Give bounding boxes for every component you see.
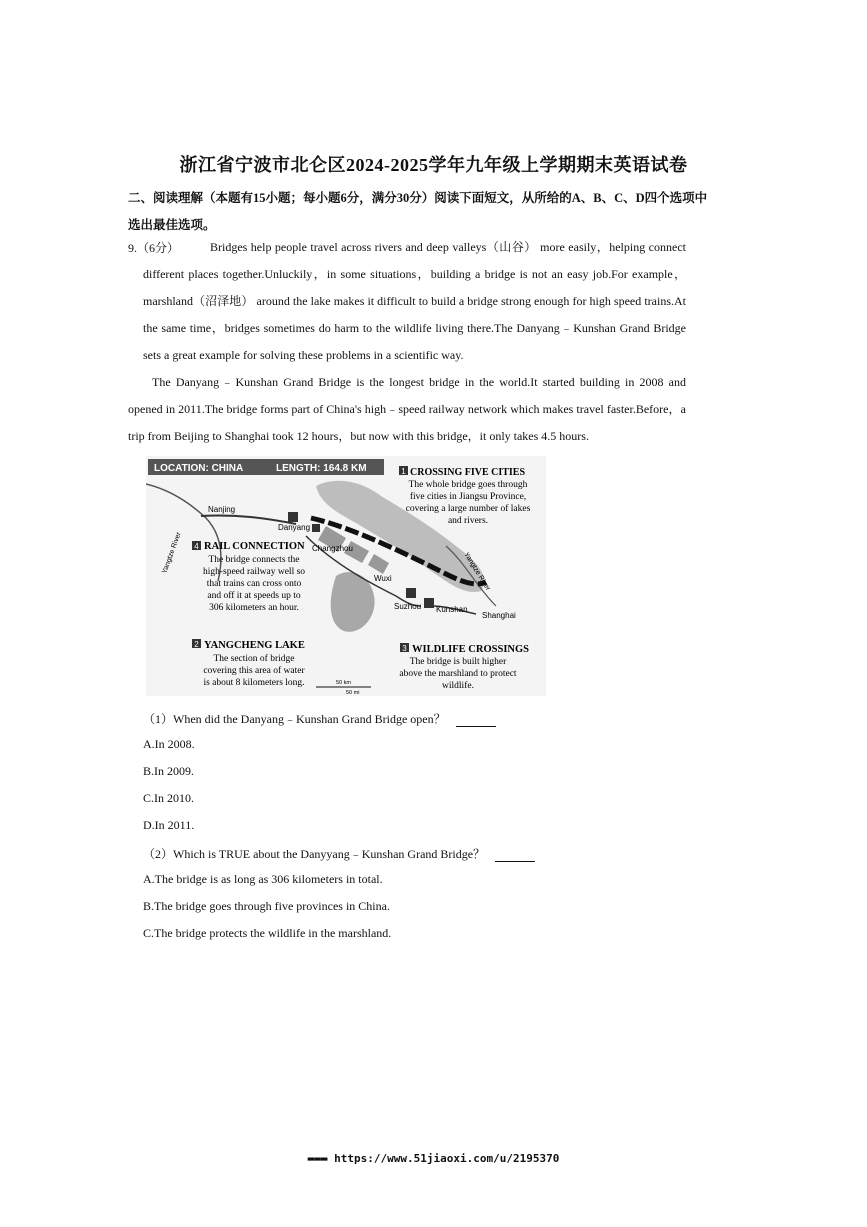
river-label-left: Yangtze River	[161, 531, 183, 575]
callout-2-line: The section of bridge	[213, 654, 295, 664]
question-label: 9.（6分）	[128, 241, 180, 255]
exam-title: 浙江省宁波市北仑区2024-2025学年九年级上学期期末英语试卷	[179, 155, 688, 175]
answer-blank-2[interactable]	[495, 849, 535, 862]
callout-4-line: high-speed railway well so	[202, 567, 306, 577]
passage-paragraph-1: Bridges help people travel across rivers and deep valleys（山谷） more easily，helping connect different places together.Unluckily，in some situations，building a bridge is not an easy job.For example，marshland（沼泽地） around the lake makes it difficult to build a bridge strong enough for high speed trains.At the same time，bridges sometimes do harm to the wildlife living there.The Danyang﹣Kunshan Grand Bridge sets a great example for solving these problems in a scientific way.	[143, 240, 686, 362]
map-header-location: LOCATION: CHINA	[154, 463, 244, 474]
bridge-map-figure	[146, 456, 546, 696]
callout-3-title: WILDLIFE CROSSINGS	[412, 644, 529, 655]
callout-4-line: 306 kilometers an hour.	[209, 603, 299, 613]
q1-option-d: D.In 2011.	[143, 818, 195, 832]
q1-option-b: B.In 2009.	[143, 764, 194, 778]
scale-mi: 50 mi	[346, 690, 360, 696]
footer-url: ▬▬▬ https://www.51jiaoxi.com/u/2195370	[307, 1152, 560, 1165]
question-2	[143, 845, 535, 862]
q2-option-a: A.The bridge is as long as 306 kilometers in total.	[143, 872, 383, 886]
city-kunshan: Kunshan	[436, 605, 468, 614]
q2-option-b: B.The bridge goes through five provinces in China.	[143, 899, 390, 913]
section-heading: 二、阅读理解（本题有15小题；每小题6分，满分30分）阅读下面短文，从所给的A、B、C、D四个选项中选出最佳选项。	[128, 191, 708, 232]
river-label-right: Yangtze River	[462, 551, 492, 592]
city-wuxi: Wuxi	[374, 574, 392, 583]
city-shanghai: Shanghai	[482, 611, 516, 620]
callout-3-line: wildlife.	[442, 681, 474, 691]
callout-4-line: The bridge connects the	[208, 555, 300, 565]
question-1-text: （1）When did the Danyang﹣Kunshan Grand Bridge open？	[143, 712, 446, 726]
city-changzhou: Changzhou	[312, 544, 353, 553]
callout-1-line: covering a large number of lakes	[405, 504, 531, 514]
callout-4-line: that trains can cross onto	[206, 579, 302, 589]
callout-1-number: 1	[401, 467, 406, 476]
callout-2-number: 2	[194, 640, 199, 649]
callout-2-title: YANGCHENG LAKE	[204, 640, 305, 651]
q2-option-c: C.The bridge protects the wildlife in the marshland.	[143, 926, 392, 940]
callout-3-line: The bridge is built higher	[409, 657, 507, 667]
question-1	[143, 710, 496, 727]
callout-4-number: 4	[194, 542, 199, 551]
question-2-text: （2）Which is TRUE about the Danyyang﹣Kunshan Grand Bridge？	[143, 847, 486, 861]
city-danyang: Danyang	[278, 523, 311, 532]
city-suzhou: Suzhou	[394, 602, 422, 611]
marker-2	[406, 588, 416, 598]
marker-3	[424, 598, 434, 608]
callout-3-number: 3	[402, 644, 407, 653]
map-svg	[146, 456, 546, 696]
callout-3-line: above the marshland to protect	[399, 669, 517, 679]
answer-blank-1[interactable]	[456, 714, 496, 727]
callout-1-line: The whole bridge goes through	[408, 480, 528, 490]
q1-option-c: C.In 2010.	[143, 791, 194, 805]
callout-1-line: five cities in Jiangsu Province,	[409, 492, 527, 502]
marker-1	[312, 524, 320, 532]
q1-option-a: A.In 2008.	[143, 737, 195, 751]
passage-paragraph-2: The Danyang﹣Kunshan Grand Bridge is the longest bridge in the world.It started building in 2008 and opened in 2011.The bridge forms part of China's high﹣speed railway network which makes travel faster.Before，a trip from Beijing to Shanghai took 12 hours，but now with this bridge，it only takes 4.5 hours.	[128, 375, 686, 443]
callout-1-line: and rivers.	[447, 516, 489, 526]
callout-4-line: and off it at speeds up to	[207, 591, 301, 601]
callout-2-line: covering this area of water	[203, 666, 305, 676]
map-header-length: LENGTH: 164.8 KM	[276, 463, 367, 474]
callout-4-title: RAIL CONNECTION	[204, 541, 305, 552]
callout-1-title: CROSSING FIVE CITIES	[410, 467, 526, 478]
scale-km: 50 km	[336, 680, 351, 686]
marker-4	[288, 512, 298, 522]
callout-2-line: is about 8 kilometers long.	[203, 678, 305, 688]
city-nanjing: Nanjing	[208, 505, 236, 514]
